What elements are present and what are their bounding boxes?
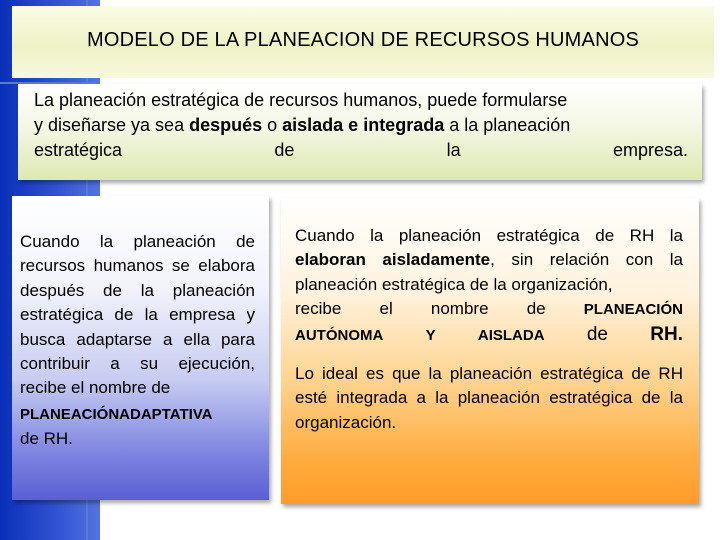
intro-line-2 [34,113,688,138]
right-word: el [379,299,393,319]
right-line-5 [295,323,683,348]
paragraph-gap [295,348,683,362]
term-y: Y [425,326,436,344]
right-word: de [586,323,608,345]
left-box-tail: de RH. [20,429,73,449]
intro-line-1: La planeación estratégica de recursos humanos, puede formularse [34,90,568,110]
intro-box [18,84,702,180]
right-bold-aisladamente: elaboran aisladamente [295,250,491,270]
term-rh: RH. [650,323,683,345]
right-word: de [526,299,546,319]
intro-word: de [274,140,295,160]
right-word: nombre [430,299,489,319]
term-planeacion: PLANEACIÓN [583,301,683,319]
adaptive-planning-box [12,196,269,500]
right-text: Cuando la planeación estratégica de RH la [295,226,683,245]
term-aislada: AISLADA [477,326,545,344]
right-paragraph-1 [295,224,683,297]
left-box-text: Cuando la planeación de recursos humanos se elabora después de la planeación estratégica de la empresa y busca adaptarse a ella para contribuir a su ejecución, recibe el nombre de [20,232,255,398]
right-word: recibe [295,299,342,319]
intro-text: a la planeación [444,115,571,135]
intro-line-3 [34,138,688,163]
intro-text: y diseñarse ya sea [34,115,190,135]
right-text: , sin relación con la planeación estratégica de la organización, [295,250,683,294]
autonomous-planning-box [281,198,699,504]
right-line-4 [295,297,683,322]
term-autonoma: AUTÓNOMA [295,326,384,344]
title-bar [12,6,714,78]
intro-word: empresa. [612,140,688,160]
term-adaptativa: PLANEACIÓNADAPTATIVA [20,405,213,423]
intro-bold-aislada: aislada e integrada [282,115,445,135]
intro-word: estratégica [34,140,123,160]
intro-word: la [446,140,461,160]
right-paragraph-2: Lo ideal es que la planeación estratégica de RH esté integrada a la planeación estratégica de la organización. [295,364,683,432]
slide-title: MODELO DE LA PLANEACION DE RECURSOS HUMANOS [86,28,640,51]
intro-bold-despues: después [189,115,263,135]
intro-text: o [262,115,283,135]
